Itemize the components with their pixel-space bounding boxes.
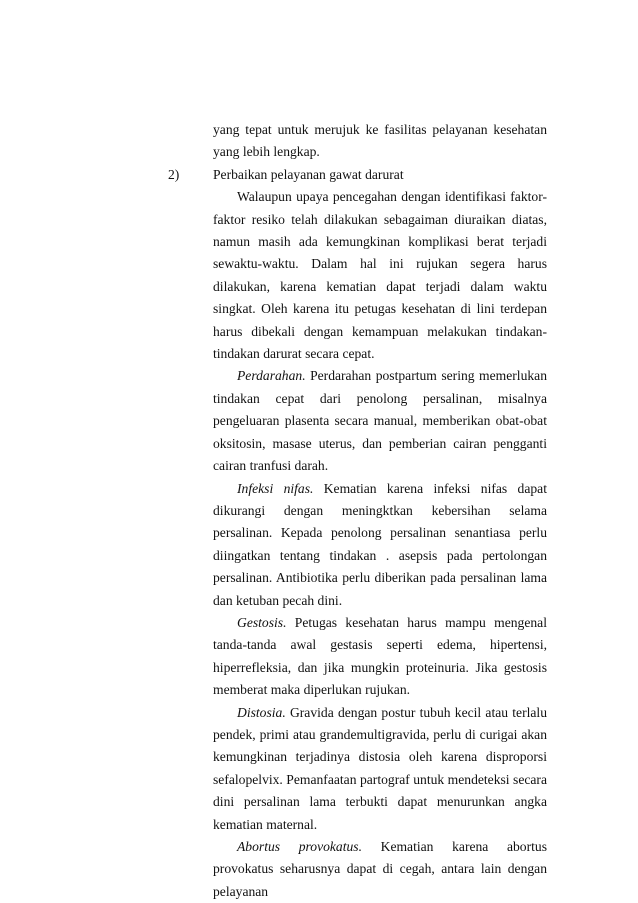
- section-term: Gestosis.: [237, 614, 287, 630]
- section-term: Distosia.: [237, 704, 286, 720]
- section-paragraph-infeksi-nifas: [213, 478, 547, 612]
- list-item-title: Perbaikan pelayanan gawat darurat: [213, 166, 404, 182]
- list-item-number: 2): [168, 166, 180, 182]
- section-paragraph-gestosis: [213, 612, 547, 702]
- continuation-paragraph: yang tepat untuk merujuk ke fasilitas pelayanan kesehatan yang lebih lengkap.: [213, 122, 547, 160]
- section-term: Perdarahan.: [237, 368, 306, 384]
- section-text: Perdarahan postpartum sering memerlukan tindakan cepat dari penolong persalinan, misalnya pengeluaran plasenta secara manual, memberikan obat-obat oksitosin, masase uterus, dan pemberian cairan pengganti cairan tranfusi darah.: [213, 368, 547, 474]
- section-text: Kematian karena infeksi nifas dapat dikurangi dengan meningktkan kebersihan selama persalinan. Kepada penolong persalinan senantiasa perlu diingatkan tentang tindakan . asepsis pada pertolongan persalinan. Antibiotika perlu diberikan pada persalinan lama dan ketuban pecah dini.: [213, 480, 547, 608]
- list-item-heading: [168, 164, 547, 186]
- section-paragraph-distosia: [213, 702, 547, 836]
- section-paragraph-abortus-provokatus: [213, 836, 547, 903]
- section-paragraph-perdarahan: [213, 365, 547, 477]
- section-text: Gravida dengan postur tubuh kecil atau terlalu pendek, primi atau grandemultigravida, perlu di curigai akan kemungkinan terjadinya distosia oleh karena disproporsi sefalopelvix. Pemanfaatan partograf untuk mendeteksi secara dini persalinan lama terbukti dapat menurunkan angka kematian maternal.: [213, 704, 547, 832]
- section-term: Infeksi nifas.: [237, 480, 314, 496]
- body-text: [168, 119, 547, 903]
- section-text: Petugas kesehatan harus mampu mengenal tanda-tanda awal gestasis seperti edema, hipertensi, hiperrefleksia, dan jika mungkin proteinuria. Jika gestosis memberat maka diperlukan rujukan.: [213, 614, 547, 698]
- section-text: Kematian karena abortus provokatus seharusnya dapat di cegah, antara lain dengan pelayanan: [213, 839, 547, 899]
- section-term: Abortus provokatus.: [237, 839, 362, 854]
- intro-paragraph: Walaupun upaya pencegahan dengan identifikasi faktor-faktor resiko telah dilakukan sebagaiman diuraikan diatas, namun masih ada kemungkinan komplikasi berat terjadi sewaktu-waktu. Dalam hal ini rujukan segera harus dilakukan, karena kematian dapat terjadi dalam waktu singkat. Oleh karena itu petugas kesehatan di lini terdepan harus dibekali dengan kemampuan melakukan tindakan-tindakan darurat secara cepat.: [213, 189, 547, 362]
